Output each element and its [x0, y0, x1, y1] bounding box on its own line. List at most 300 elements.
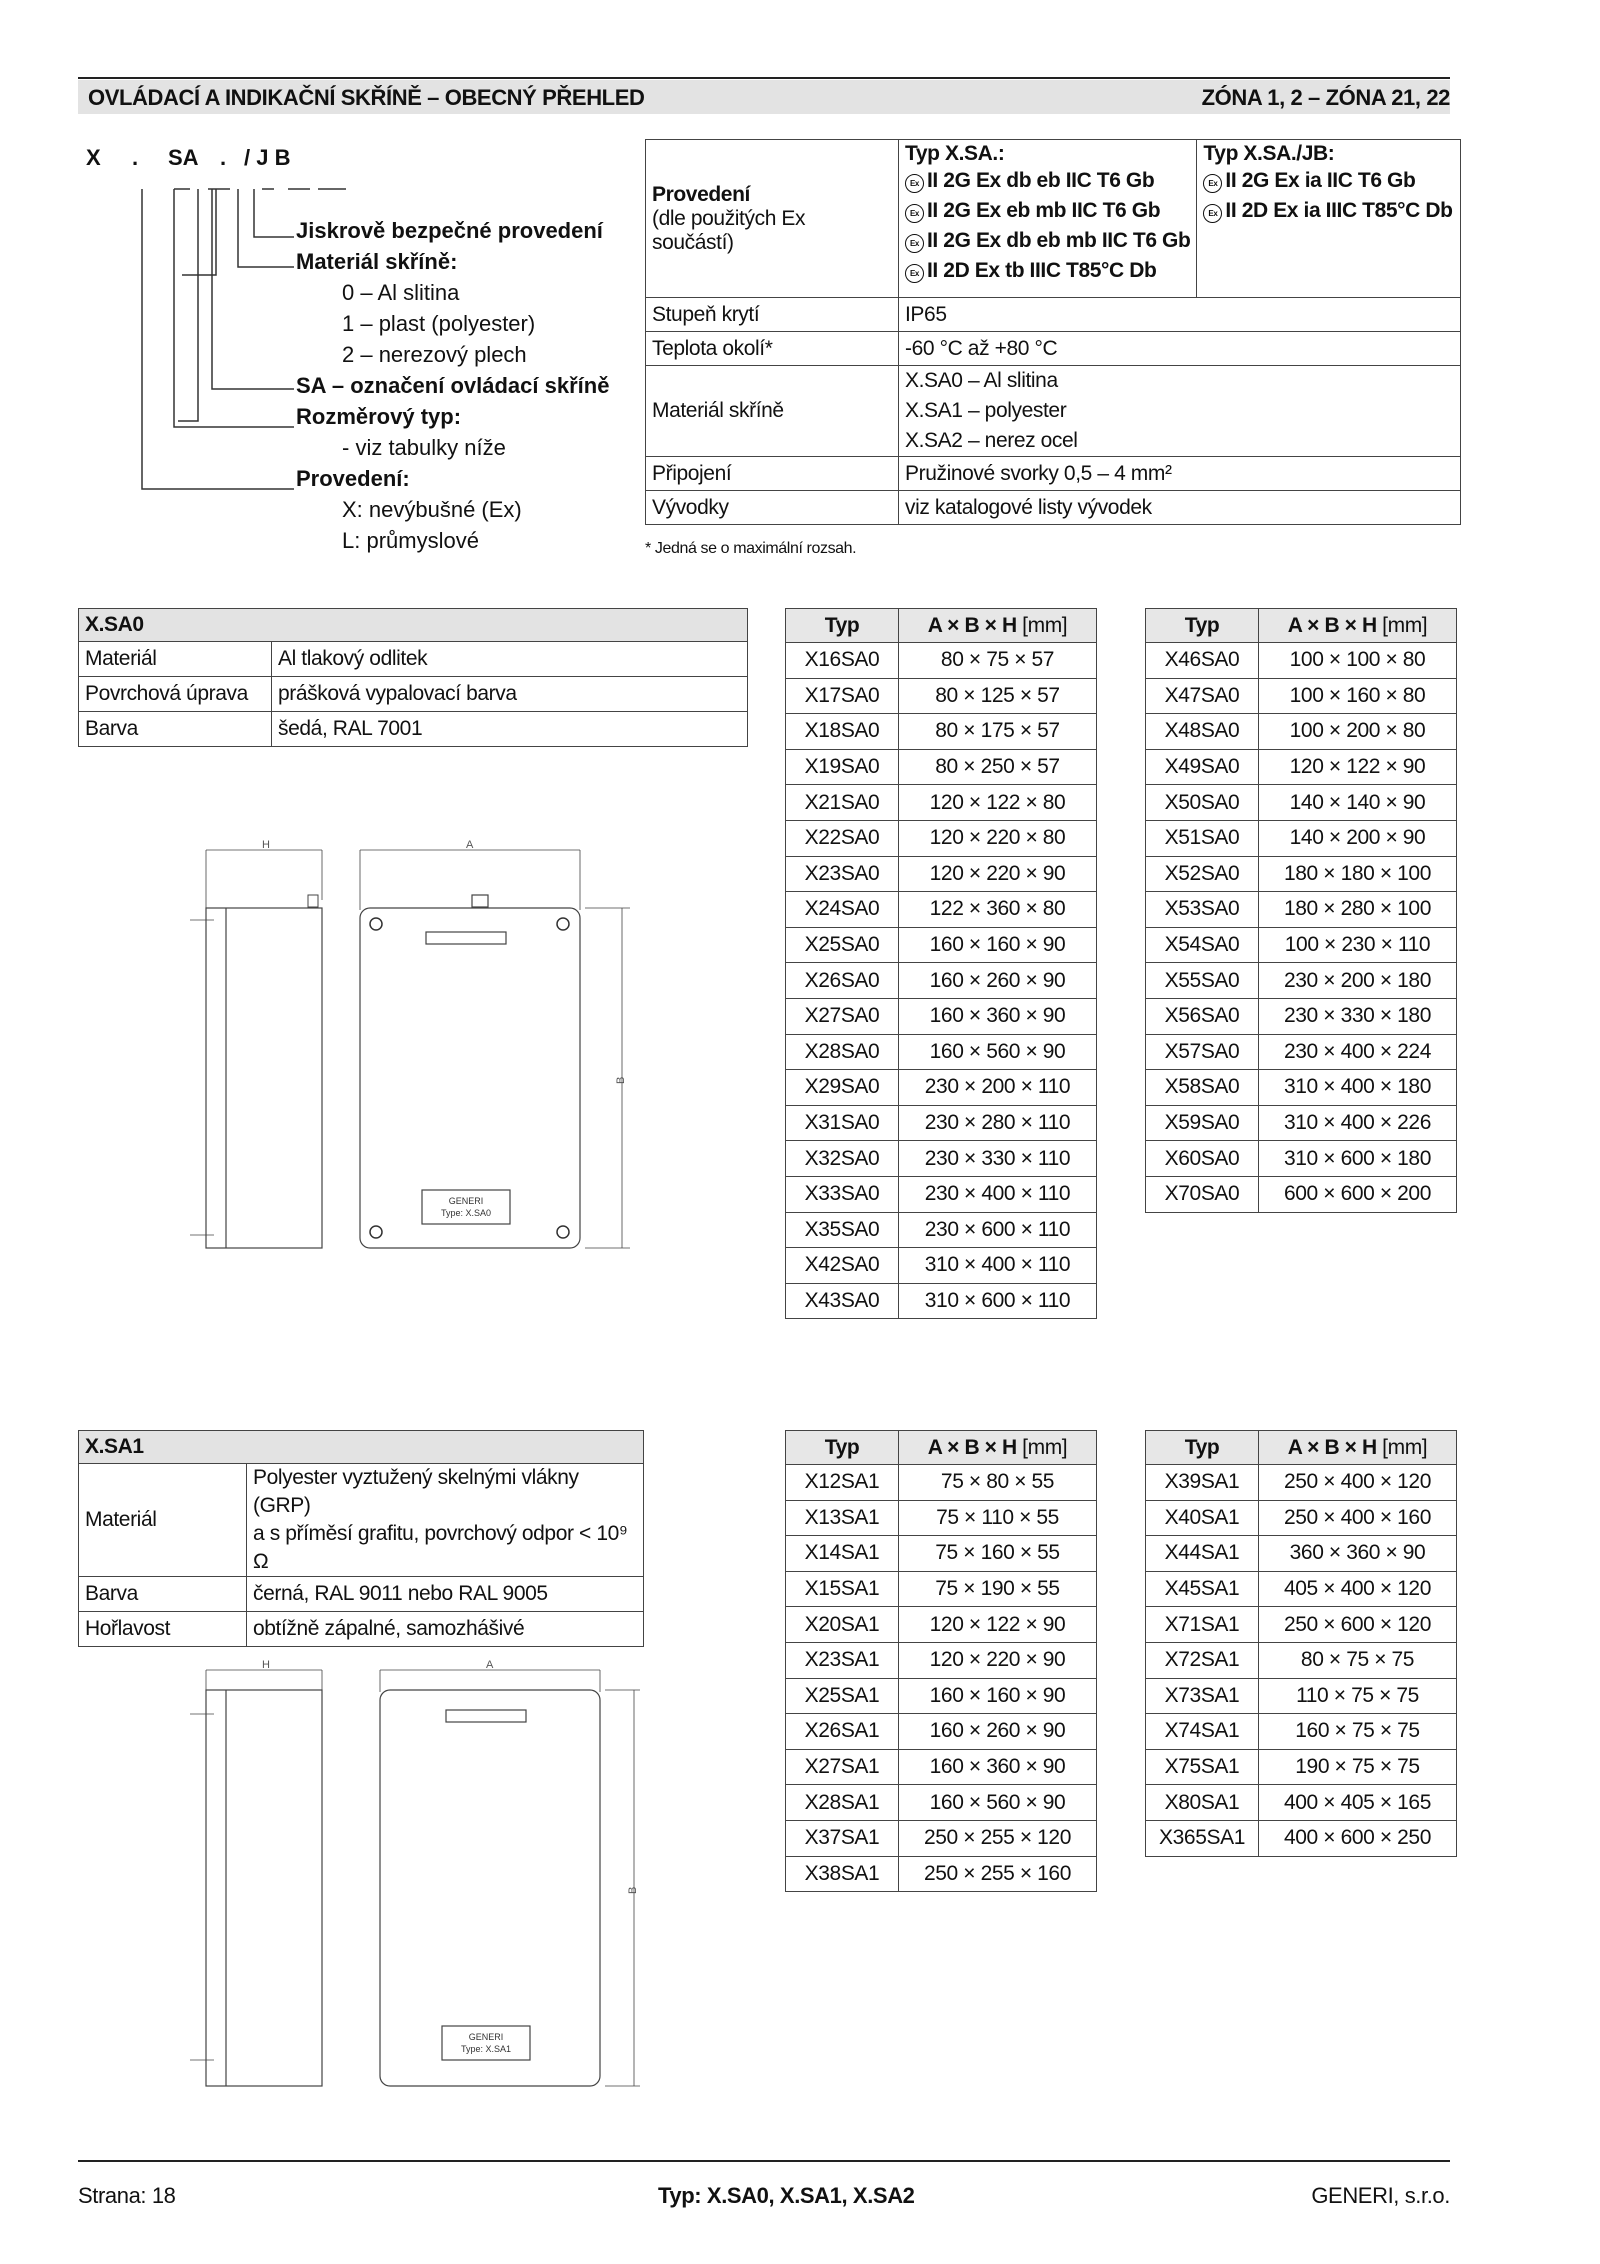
dims-cell: 230 × 600 × 110: [899, 1212, 1097, 1248]
spec-row-value: [899, 491, 1461, 525]
type-cell: X37SA1: [786, 1820, 899, 1856]
spec-row-value: [899, 298, 1461, 332]
type-cell: X55SA0: [1146, 963, 1259, 999]
dim-head-unit: [mm]: [1022, 613, 1068, 637]
dims-cell: 160 × 360 × 90: [899, 998, 1097, 1034]
ex-marking-text: II 2D Ex ia IIIC T85°C Db: [1225, 199, 1453, 222]
dim-head-dims-text: A × B × H: [927, 613, 1017, 637]
dim-head-typ: Typ: [786, 609, 899, 643]
table-row: [786, 1856, 1097, 1892]
code-label: 0 – Al slitina: [342, 280, 460, 305]
material-row-value: prášková vypalovací barva: [272, 677, 748, 712]
sa0-plate-type: Type: X.SA0: [440, 1208, 492, 1218]
footer-rule: [78, 2160, 1450, 2162]
ex-marking-line: [905, 256, 1190, 286]
dims-cell: 80 × 125 × 57: [899, 678, 1097, 714]
ex-marking-line: [905, 226, 1190, 256]
typ-sa-lines: [905, 166, 1190, 286]
dims-cell: 100 × 200 × 80: [1259, 714, 1457, 750]
code-label: - viz tabulky níže: [342, 435, 506, 460]
spec-value-line: Pružinové svorky 0,5 – 4 mm²: [905, 461, 1172, 485]
dims-cell: 230 × 330 × 110: [899, 1141, 1097, 1177]
dim-head-dims-text: A × B × H: [927, 1435, 1017, 1459]
dim-head-unit: [mm]: [1022, 1435, 1068, 1459]
code-char: / J B: [244, 145, 291, 170]
spec-row-label: Teplota okolí*: [646, 332, 899, 366]
dim-head-dims: [899, 1431, 1097, 1465]
spec-value-line: X.SA0 – Al slitina: [905, 369, 1058, 392]
code-char: .: [132, 145, 139, 170]
code-label: SA – označení ovládací skříně: [296, 373, 610, 398]
sa0-material-table: [78, 608, 748, 747]
type-cell: X70SA0: [1146, 1176, 1259, 1212]
typ-sa-head: Typ X.SA.:: [905, 142, 1005, 165]
type-cell: X23SA0: [786, 856, 899, 892]
table-row: [1146, 678, 1457, 714]
ex-symbol-icon: Ex: [905, 234, 924, 253]
dims-cell: 80 × 75 × 57: [899, 643, 1097, 679]
spec-footnote: * Jedná se o maximální rozsah.: [645, 540, 857, 557]
dims-cell: 180 × 180 × 100: [1259, 856, 1457, 892]
spec-row-label: Stupeň krytí: [646, 298, 899, 332]
table-row: [1146, 1034, 1457, 1070]
type-cell: X50SA0: [1146, 785, 1259, 821]
spec-row-label: Vývodky: [646, 491, 899, 525]
dim-head-typ: Typ: [786, 1431, 899, 1465]
table-row: [1146, 1536, 1457, 1572]
ex-symbol-icon: Ex: [905, 174, 924, 193]
type-cell: X13SA1: [786, 1500, 899, 1536]
type-cell: X32SA0: [786, 1141, 899, 1177]
table-row: [1146, 1105, 1457, 1141]
table-row: [1146, 749, 1457, 785]
code-char: .: [220, 145, 227, 170]
spec-row-value: [899, 332, 1461, 366]
table-row: [1146, 1785, 1457, 1821]
sa0-dim-table-2-body: [1146, 643, 1457, 1213]
table-row: [1146, 892, 1457, 928]
table-row: [1146, 1465, 1457, 1501]
spec-value-line: -60 °C až +80 °C: [905, 336, 1058, 360]
sa0-dim-table-1: [785, 608, 1097, 1319]
type-cell: X25SA1: [786, 1678, 899, 1714]
type-cell: X75SA1: [1146, 1749, 1259, 1785]
dims-cell: 140 × 200 × 90: [1259, 820, 1457, 856]
spec-value-line: X.SA2 – nerez ocel: [905, 429, 1078, 452]
dims-cell: 120 × 122 × 80: [899, 785, 1097, 821]
dims-cell: 250 × 600 × 120: [1259, 1607, 1457, 1643]
dims-cell: 250 × 400 × 160: [1259, 1500, 1457, 1536]
type-cell: X59SA0: [1146, 1105, 1259, 1141]
table-row: [786, 1176, 1097, 1212]
sa1-title: X.SA1: [79, 1431, 644, 1464]
sa0-rows: [79, 642, 748, 747]
material-row-value: obtížně zápalné, samozhášivé: [247, 1612, 644, 1647]
dims-cell: 120 × 220 × 90: [899, 1642, 1097, 1678]
table-row: [1146, 1678, 1457, 1714]
sa0-plate-brand: GENERI: [448, 1196, 484, 1206]
dims-cell: 120 × 220 × 80: [899, 820, 1097, 856]
table-row: [786, 998, 1097, 1034]
sa1-rows: [79, 1577, 644, 1647]
type-cell: X46SA0: [1146, 643, 1259, 679]
code-label: L: průmyslové: [342, 528, 479, 553]
type-cell: X18SA0: [786, 714, 899, 750]
type-cell: X39SA1: [1146, 1465, 1259, 1501]
typ-jb-lines: [1203, 166, 1454, 226]
material-row-label: Barva: [79, 712, 272, 747]
spec-row-value: [899, 457, 1461, 491]
dims-cell: 75 × 80 × 55: [899, 1465, 1097, 1501]
sa1-dim-table-2-body: [1146, 1465, 1457, 1857]
sa1-dim-a: A: [486, 1660, 494, 1671]
type-cell: X60SA0: [1146, 1141, 1259, 1177]
dim-head-dims: [899, 609, 1097, 643]
dims-cell: 360 × 360 × 90: [1259, 1536, 1457, 1572]
type-cell: X58SA0: [1146, 1070, 1259, 1106]
table-row: [786, 643, 1097, 679]
dims-cell: 310 × 400 × 226: [1259, 1105, 1457, 1141]
type-cell: X24SA0: [786, 892, 899, 928]
table-row: [1146, 1176, 1457, 1212]
dims-cell: 160 × 160 × 90: [899, 927, 1097, 963]
spec-value-line: IP65: [905, 302, 947, 326]
type-cell: X57SA0: [1146, 1034, 1259, 1070]
dims-cell: 310 × 400 × 180: [1259, 1070, 1457, 1106]
spec-row-label: Materiál skříně: [646, 366, 899, 457]
type-cell: X26SA0: [786, 963, 899, 999]
type-cell: X12SA1: [786, 1465, 899, 1501]
ex-marking-text: II 2G Ex db eb IIC T6 Gb: [927, 169, 1155, 192]
table-row: [1146, 856, 1457, 892]
table-row: [786, 1785, 1097, 1821]
table-row: [1146, 714, 1457, 750]
spec-row: [646, 332, 1461, 366]
ex-marking-text: II 2G Ex ia IIC T6 Gb: [1225, 169, 1416, 192]
type-cell: X28SA1: [786, 1785, 899, 1821]
sa1-material-table: [78, 1430, 644, 1647]
type-cell: X20SA1: [786, 1607, 899, 1643]
ex-marking-line: [905, 166, 1190, 196]
table-row: [786, 714, 1097, 750]
table-row: [786, 749, 1097, 785]
type-cell: X35SA0: [786, 1212, 899, 1248]
sa0-dim-a: A: [466, 840, 474, 851]
code-char: SA: [168, 145, 199, 170]
spec-value-line: X.SA1 – polyester: [905, 399, 1067, 422]
type-cell: X38SA1: [786, 1856, 899, 1892]
sa0-drawing: [190, 840, 650, 1280]
dims-cell: 80 × 250 × 57: [899, 749, 1097, 785]
sa1-dim-table-1-body: [786, 1465, 1097, 1892]
table-row: [1146, 1571, 1457, 1607]
code-label: Jiskrově bezpečné provedení: [296, 218, 603, 243]
table-row: [786, 1820, 1097, 1856]
footer-company: GENERI, s.r.o.: [1311, 2183, 1450, 2208]
sa0-dim-b: B: [615, 1076, 627, 1084]
dims-cell: 405 × 400 × 120: [1259, 1571, 1457, 1607]
sa1-material-label: Materiál: [79, 1464, 247, 1577]
table-row: [1146, 820, 1457, 856]
code-label: Rozměrový typ:: [296, 404, 462, 429]
type-cell: X17SA0: [786, 678, 899, 714]
table-row: [786, 1607, 1097, 1643]
sa1-plate-type: Type: X.SA1: [460, 2044, 512, 2054]
table-row: [1146, 1642, 1457, 1678]
type-cell: X51SA0: [1146, 820, 1259, 856]
table-row: [1146, 643, 1457, 679]
spec-row-value: [899, 366, 1461, 457]
header-rule: [78, 77, 1450, 79]
type-cell: X33SA0: [786, 1176, 899, 1212]
ex-symbol-icon: Ex: [1203, 204, 1222, 223]
dim-head-dims-text: A × B × H: [1287, 1435, 1377, 1459]
dims-cell: 120 × 122 × 90: [1259, 749, 1457, 785]
sa1-material-line-2: a s příměsí grafitu, povrchový odpor < 10⁹ Ω: [253, 1522, 628, 1573]
material-row: [79, 677, 748, 712]
sa1-dim-b: B: [627, 1886, 639, 1894]
table-row: [786, 963, 1097, 999]
dims-cell: 230 × 200 × 110: [899, 1070, 1097, 1106]
material-row-label: Hořlavost: [79, 1612, 247, 1647]
dims-cell: 110 × 75 × 75: [1259, 1678, 1457, 1714]
code-label: X: nevýbušné (Ex): [342, 497, 522, 522]
table-row: [786, 1141, 1097, 1177]
provedeni-label: Provedení: [652, 182, 750, 206]
dims-cell: 230 × 280 × 110: [899, 1105, 1097, 1141]
dims-cell: 80 × 75 × 75: [1259, 1642, 1457, 1678]
dims-cell: 100 × 160 × 80: [1259, 678, 1457, 714]
table-row: [786, 820, 1097, 856]
dims-cell: 140 × 140 × 90: [1259, 785, 1457, 821]
code-label: Materiál skříně:: [296, 249, 458, 274]
table-row: [1146, 1141, 1457, 1177]
table-row: [786, 927, 1097, 963]
ex-marking-text: II 2D Ex tb IIIC T85°C Db: [927, 259, 1157, 282]
table-row: [786, 1642, 1097, 1678]
table-row: [1146, 1607, 1457, 1643]
dims-cell: 230 × 200 × 180: [1259, 963, 1457, 999]
dims-cell: 160 × 75 × 75: [1259, 1714, 1457, 1750]
material-row: [79, 1577, 644, 1612]
dim-head-typ: Typ: [1146, 1431, 1259, 1465]
dims-cell: 230 × 400 × 110: [899, 1176, 1097, 1212]
type-cell: X16SA0: [786, 643, 899, 679]
table-row: [1146, 785, 1457, 821]
dims-cell: 230 × 330 × 180: [1259, 998, 1457, 1034]
table-row: [786, 1571, 1097, 1607]
ex-marking-line: [1203, 196, 1454, 226]
type-cell: X74SA1: [1146, 1714, 1259, 1750]
type-cell: X23SA1: [786, 1642, 899, 1678]
table-row: [786, 892, 1097, 928]
material-row-label: Materiál: [79, 642, 272, 677]
dims-cell: 160 × 560 × 90: [899, 1785, 1097, 1821]
table-row: [1146, 1070, 1457, 1106]
dims-cell: 75 × 110 × 55: [899, 1500, 1097, 1536]
type-cell: X14SA1: [786, 1536, 899, 1572]
table-row: [786, 1536, 1097, 1572]
dims-cell: 160 × 260 × 90: [899, 963, 1097, 999]
table-row: [786, 1070, 1097, 1106]
dims-cell: 120 × 220 × 90: [899, 856, 1097, 892]
table-row: [786, 678, 1097, 714]
sa1-dim-table-1: [785, 1430, 1097, 1892]
material-row-value: Al tlakový odlitek: [272, 642, 748, 677]
spec-row: [646, 491, 1461, 525]
table-row: [1146, 1820, 1457, 1856]
material-row: [79, 712, 748, 747]
type-cell: X31SA0: [786, 1105, 899, 1141]
page-title: OVLÁDACÍ A INDIKAČNÍ SKŘÍNĚ – OBECNÝ PŘEHLED: [88, 85, 645, 110]
code-char: X: [86, 145, 101, 170]
dims-cell: 180 × 280 × 100: [1259, 892, 1457, 928]
dims-cell: 400 × 405 × 165: [1259, 1785, 1457, 1821]
code-label: 2 – nerezový plech: [342, 342, 527, 367]
table-row: [786, 1678, 1097, 1714]
table-row: [1146, 998, 1457, 1034]
dims-cell: 250 × 255 × 160: [899, 1856, 1097, 1892]
type-cell: X45SA1: [1146, 1571, 1259, 1607]
dims-cell: 75 × 160 × 55: [899, 1536, 1097, 1572]
material-row-label: Barva: [79, 1577, 247, 1612]
spec-row: [646, 298, 1461, 332]
type-cell: X56SA0: [1146, 998, 1259, 1034]
type-cell: X29SA0: [786, 1070, 899, 1106]
sa1-material-line-1: Polyester vyztužený skelnými vlákny (GRP): [253, 1466, 579, 1517]
spec-row-label: Připojení: [646, 457, 899, 491]
dims-cell: 250 × 400 × 120: [1259, 1465, 1457, 1501]
dim-head-typ: Typ: [1146, 609, 1259, 643]
table-row: [786, 1034, 1097, 1070]
dims-cell: 600 × 600 × 200: [1259, 1176, 1457, 1212]
type-cell: X25SA0: [786, 927, 899, 963]
type-cell: X28SA0: [786, 1034, 899, 1070]
dim-head-unit: [mm]: [1382, 1435, 1428, 1459]
type-cell: X53SA0: [1146, 892, 1259, 928]
zone-label: ZÓNA 1, 2 – ZÓNA 21, 22: [1201, 85, 1450, 110]
footer-types: Typ: X.SA0, X.SA1, X.SA2: [658, 2183, 915, 2208]
material-row-label: Povrchová úprava: [79, 677, 272, 712]
sa0-dim-table-2: [1145, 608, 1457, 1213]
ex-marking-text: II 2G Ex eb mb IIC T6 Gb: [927, 199, 1161, 222]
dims-cell: 230 × 400 × 224: [1259, 1034, 1457, 1070]
ex-marking-text: II 2G Ex db eb mb IIC T6 Gb: [927, 229, 1191, 252]
sa0-title: X.SA0: [79, 609, 748, 642]
dims-cell: 250 × 255 × 120: [899, 1820, 1097, 1856]
table-row: [1146, 1714, 1457, 1750]
dims-cell: 100 × 230 × 110: [1259, 927, 1457, 963]
ex-symbol-icon: Ex: [1203, 174, 1222, 193]
type-cell: X73SA1: [1146, 1678, 1259, 1714]
dims-cell: 75 × 190 × 55: [899, 1571, 1097, 1607]
dims-cell: 310 × 600 × 110: [899, 1283, 1097, 1319]
type-cell: X21SA0: [786, 785, 899, 821]
table-row: [786, 1283, 1097, 1319]
code-label: 1 – plast (polyester): [342, 311, 536, 336]
dims-cell: 160 × 160 × 90: [899, 1678, 1097, 1714]
table-row: [1146, 1749, 1457, 1785]
spec-row: [646, 366, 1461, 457]
ex-marking-line: [1203, 166, 1454, 196]
type-cell: X54SA0: [1146, 927, 1259, 963]
dims-cell: 310 × 400 × 110: [899, 1248, 1097, 1284]
dims-cell: 310 × 600 × 180: [1259, 1141, 1457, 1177]
provedeni-cell: [646, 140, 899, 298]
dims-cell: 100 × 100 × 80: [1259, 643, 1457, 679]
table-row: [786, 856, 1097, 892]
code-label: Provedení:: [296, 466, 410, 491]
dim-head-dims: [1259, 1431, 1457, 1465]
type-cell: X19SA0: [786, 749, 899, 785]
type-cell: X27SA1: [786, 1749, 899, 1785]
table-row: [786, 1500, 1097, 1536]
material-row-value: šedá, RAL 7001: [272, 712, 748, 747]
ex-symbol-icon: Ex: [905, 264, 924, 283]
dim-head-dims-text: A × B × H: [1287, 613, 1377, 637]
type-cell: X72SA1: [1146, 1642, 1259, 1678]
dims-cell: 80 × 175 × 57: [899, 714, 1097, 750]
table-row: [1146, 1500, 1457, 1536]
type-cell: X80SA1: [1146, 1785, 1259, 1821]
type-cell: X365SA1: [1146, 1820, 1259, 1856]
table-row: [786, 1105, 1097, 1141]
table-row: [1146, 927, 1457, 963]
type-cell: X47SA0: [1146, 678, 1259, 714]
footer-page: Strana: 18: [78, 2183, 176, 2208]
dims-cell: 122 × 360 × 80: [899, 892, 1097, 928]
type-cell: X52SA0: [1146, 856, 1259, 892]
type-cell: X71SA1: [1146, 1607, 1259, 1643]
sa0-dim-table-1-body: [786, 643, 1097, 1319]
dims-cell: 160 × 260 × 90: [899, 1714, 1097, 1750]
dim-head-dims: [1259, 609, 1457, 643]
dims-cell: 160 × 360 × 90: [899, 1749, 1097, 1785]
dims-cell: 120 × 122 × 90: [899, 1607, 1097, 1643]
type-cell: X40SA1: [1146, 1500, 1259, 1536]
sa1-drawing: [190, 1660, 650, 2100]
table-row: [1146, 963, 1457, 999]
table-row: [786, 1248, 1097, 1284]
type-cell: X49SA0: [1146, 749, 1259, 785]
dims-cell: 400 × 600 × 250: [1259, 1820, 1457, 1856]
code-labels: [296, 215, 609, 556]
type-cell: X43SA0: [786, 1283, 899, 1319]
provedeni-sub: (dle použitých Ex součástí): [652, 206, 806, 254]
typ-jb-cell: [1197, 140, 1461, 298]
dims-cell: 160 × 560 × 90: [899, 1034, 1097, 1070]
spec-row: [646, 457, 1461, 491]
type-cell: X48SA0: [1146, 714, 1259, 750]
sa0-dim-h: H: [262, 840, 270, 851]
type-cell: X42SA0: [786, 1248, 899, 1284]
spec-table: [645, 139, 1461, 525]
material-row-value: černá, RAL 9011 nebo RAL 9005: [247, 1577, 644, 1612]
table-row: [786, 1749, 1097, 1785]
table-row: [786, 1465, 1097, 1501]
sa1-dim-h: H: [262, 1660, 270, 1671]
dims-cell: 190 × 75 × 75: [1259, 1749, 1457, 1785]
ex-symbol-icon: Ex: [905, 204, 924, 223]
dim-head-unit: [mm]: [1382, 613, 1428, 637]
type-cell: X26SA1: [786, 1714, 899, 1750]
material-row: [79, 642, 748, 677]
type-cell: X15SA1: [786, 1571, 899, 1607]
material-row: [79, 1612, 644, 1647]
sa1-plate-brand: GENERI: [468, 2032, 504, 2042]
type-cell: X27SA0: [786, 998, 899, 1034]
typ-sa-cell: [899, 140, 1197, 298]
